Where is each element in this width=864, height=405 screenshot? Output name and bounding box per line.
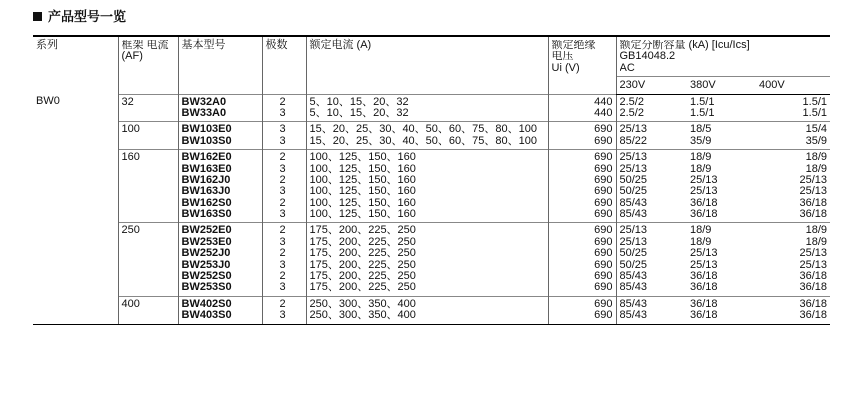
breaking-400-cell [756, 94, 830, 122]
breaking-400-value: 25/13 [799, 259, 827, 271]
insulation-voltage-cell [548, 150, 616, 223]
breaking-400-value: 36/18 [799, 209, 827, 221]
header-basic-model: 基本型号 [178, 36, 262, 94]
poles-value: 2 [279, 225, 286, 237]
model-value: BW252E0 [181, 225, 232, 237]
poles-value: 3 [279, 107, 286, 119]
breaking-380-value: 36/18 [690, 271, 718, 283]
insulation-voltage-value: 690 [594, 209, 613, 221]
series-cell [33, 223, 118, 296]
rated-current-value: 175、200、225、250 [309, 282, 416, 294]
poles-value: 2 [279, 248, 286, 260]
insulation-voltage-cell [548, 223, 616, 296]
rated-current-value: 15、20、25、30、40、50、60、75、80、100 [309, 135, 537, 147]
group-row [33, 94, 830, 122]
breaking-230-value: 50/25 [619, 248, 648, 260]
rated-current-cell [306, 122, 548, 150]
model-value: BW103E0 [181, 124, 232, 136]
section-heading [33, 9, 126, 27]
rated-current-value: 250、300、350、400 [309, 298, 416, 310]
breaking-400-value: 25/13 [799, 248, 827, 260]
rated-current-value: 100、125、150、160 [309, 186, 416, 198]
breaking-230-value: 25/13 [619, 152, 648, 164]
rated-current-cell [306, 150, 548, 223]
breaking-380-value: 36/18 [690, 209, 718, 221]
poles-cell [262, 223, 306, 296]
insulation-voltage-value: 690 [594, 225, 613, 237]
model-value: BW163J0 [181, 186, 231, 198]
breaking-380-value: 18/5 [690, 124, 712, 136]
group-row [33, 122, 830, 150]
breaking-380-value: 25/13 [690, 248, 718, 260]
poles-value: 2 [279, 152, 286, 164]
insulation-voltage-value: 440 [594, 96, 613, 108]
breaking-400-value: 18/9 [805, 225, 827, 237]
model-value: BW162J0 [181, 174, 231, 186]
insulation-voltage-value: 690 [594, 163, 613, 175]
series-cell [33, 122, 118, 150]
breaking-380-value: 18/9 [690, 236, 712, 248]
rated-current-value: 175、200、225、250 [309, 225, 416, 237]
header-voltage-380: 380V [687, 77, 756, 94]
breaking-230-value: 2.5/2 [619, 96, 644, 108]
breaking-230-value: 50/25 [619, 259, 648, 271]
header-rated-current: 额定电流 (A) [306, 36, 548, 94]
frame-current-cell [118, 150, 178, 223]
breaking-380-value: 18/9 [690, 163, 712, 175]
frame-value: 250 [121, 224, 140, 237]
model-value: BW252J0 [181, 248, 231, 260]
frame-value: 160 [121, 151, 140, 164]
insulation-voltage-value: 690 [594, 186, 613, 198]
frame-current-cell [118, 296, 178, 324]
breaking-400-value: 25/13 [799, 174, 827, 186]
poles-value: 3 [279, 186, 286, 198]
breaking-400-value: 18/9 [805, 163, 827, 175]
breaking-400-value: 36/18 [799, 271, 827, 283]
rated-current-cell [306, 223, 548, 296]
header-series: 系列 [33, 36, 118, 94]
rated-current-value: 5、10、15、20、32 [309, 107, 409, 119]
insulation-voltage-cell [548, 296, 616, 324]
header-frame-current: 框架 电流 (AF) [118, 36, 178, 94]
breaking-380-value: 18/9 [690, 152, 712, 164]
insulation-voltage-value: 690 [594, 282, 613, 294]
breaking-230-value: 85/43 [619, 197, 648, 209]
breaking-230-cell [616, 122, 687, 150]
rated-current-value: 175、200、225、250 [309, 248, 416, 260]
breaking-230-cell [616, 150, 687, 223]
model-value: BW252S0 [181, 271, 232, 283]
breaking-380-cell [687, 150, 756, 223]
poles-value: 2 [279, 298, 286, 310]
insulation-voltage-cell [548, 94, 616, 122]
breaking-230-value: 25/13 [619, 124, 648, 136]
poles-value: 2 [279, 271, 286, 283]
model-cell [178, 94, 262, 122]
heading-text: 产品型号一览 [48, 10, 127, 25]
header-breaking-capacity: 额定分断容量 (kA) [Icu/Ics] GB14048.2 AC [616, 36, 830, 77]
insulation-voltage-value: 690 [594, 152, 613, 164]
header-voltage-400: 400V [756, 77, 830, 94]
model-cell [178, 296, 262, 324]
breaking-230-value: 50/25 [619, 186, 648, 198]
insulation-voltage-cell [548, 122, 616, 150]
breaking-380-cell [687, 296, 756, 324]
rated-current-value: 175、200、225、250 [309, 271, 416, 283]
breaking-380-value: 25/13 [690, 186, 718, 198]
breaking-230-value: 85/43 [619, 310, 648, 322]
breaking-380-cell [687, 122, 756, 150]
model-cell [178, 223, 262, 296]
insulation-voltage-value: 690 [594, 271, 613, 283]
model-cell [178, 150, 262, 223]
breaking-380-value: 18/9 [690, 225, 712, 237]
group-row [33, 296, 830, 324]
header-poles: 极数 [262, 36, 306, 94]
series-name: BW0 [36, 95, 60, 108]
breaking-230-value: 25/13 [619, 225, 648, 237]
poles-value: 3 [279, 209, 286, 221]
rated-current-value: 100、125、150、160 [309, 197, 416, 209]
insulation-voltage-value: 690 [594, 248, 613, 260]
breaking-380-value: 36/18 [690, 197, 718, 209]
rated-current-value: 100、125、150、160 [309, 209, 416, 221]
model-value: BW163S0 [181, 209, 232, 221]
rated-current-value: 100、125、150、160 [309, 163, 416, 175]
poles-value: 3 [279, 236, 286, 248]
poles-value: 2 [279, 197, 286, 209]
series-cell [33, 150, 118, 223]
breaking-230-value: 85/43 [619, 271, 648, 283]
breaking-400-value: 18/9 [805, 152, 827, 164]
model-value: BW163E0 [181, 163, 232, 175]
rated-current-value: 175、200、225、250 [309, 259, 416, 271]
breaking-230-cell [616, 223, 687, 296]
breaking-230-value: 85/22 [619, 135, 648, 147]
frame-current-cell [118, 122, 178, 150]
header-insulation-voltage: 额定绝缘 电压 Ui (V) [548, 36, 616, 94]
breaking-380-value: 25/13 [690, 174, 718, 186]
breaking-400-value: 25/13 [799, 186, 827, 198]
model-value: BW162E0 [181, 152, 232, 164]
breaking-400-value: 36/18 [799, 282, 827, 294]
breaking-380-value: 36/18 [690, 282, 718, 294]
breaking-400-value: 1.5/1 [802, 107, 827, 119]
frame-value: 400 [121, 297, 140, 310]
breaking-380-cell [687, 94, 756, 122]
poles-cell [262, 94, 306, 122]
series-cell [33, 296, 118, 324]
breaking-230-value: 85/43 [619, 209, 648, 221]
breaking-400-value: 15/4 [805, 124, 827, 136]
breaking-380-value: 35/9 [690, 135, 712, 147]
insulation-voltage-value: 690 [594, 124, 613, 136]
rated-current-value: 100、125、150、160 [309, 152, 416, 164]
rated-current-value: 250、300、350、400 [309, 310, 416, 322]
model-value: BW103S0 [181, 135, 232, 147]
model-value: BW402S0 [181, 298, 232, 310]
breaking-380-value: 1.5/1 [690, 96, 715, 108]
poles-value: 3 [279, 310, 286, 322]
group-row [33, 150, 830, 223]
breaking-230-value: 85/43 [619, 282, 648, 294]
breaking-400-cell [756, 150, 830, 223]
breaking-230-value: 2.5/2 [619, 107, 644, 119]
breaking-380-value: 36/18 [690, 298, 718, 310]
model-cell [178, 122, 262, 150]
product-model-table [33, 35, 830, 325]
poles-value: 3 [279, 163, 286, 175]
rated-current-value: 175、200、225、250 [309, 236, 416, 248]
poles-value: 3 [279, 259, 286, 271]
poles-cell [262, 296, 306, 324]
poles-cell [262, 150, 306, 223]
insulation-voltage-value: 690 [594, 259, 613, 271]
breaking-230-cell [616, 94, 687, 122]
breaking-230-value: 50/25 [619, 174, 648, 186]
breaking-380-cell [687, 223, 756, 296]
frame-current-cell [118, 223, 178, 296]
breaking-230-cell [616, 296, 687, 324]
insulation-voltage-value: 690 [594, 310, 613, 322]
breaking-400-value: 35/9 [805, 135, 827, 147]
model-value: BW253S0 [181, 282, 232, 294]
model-value: BW33A0 [181, 107, 227, 119]
insulation-voltage-value: 440 [594, 107, 613, 119]
model-value: BW403S0 [181, 310, 232, 322]
breaking-380-value: 1.5/1 [690, 107, 715, 119]
frame-current-cell [118, 94, 178, 122]
rated-current-value: 5、10、15、20、32 [309, 96, 409, 108]
poles-cell [262, 122, 306, 150]
insulation-voltage-value: 690 [594, 298, 613, 310]
breaking-400-cell [756, 122, 830, 150]
breaking-400-value: 18/9 [805, 236, 827, 248]
breaking-230-value: 85/43 [619, 298, 648, 310]
model-value: BW253J0 [181, 259, 231, 271]
model-value: BW32A0 [181, 96, 227, 108]
breaking-400-value: 36/18 [799, 298, 827, 310]
frame-value: 100 [121, 123, 140, 136]
poles-value: 3 [279, 282, 286, 294]
insulation-voltage-value: 690 [594, 174, 613, 186]
model-value: BW162S0 [181, 197, 232, 209]
insulation-voltage-value: 690 [594, 135, 613, 147]
poles-value: 3 [279, 135, 286, 147]
poles-value: 2 [279, 174, 286, 186]
breaking-400-cell [756, 223, 830, 296]
rated-current-cell [306, 94, 548, 122]
breaking-230-value: 25/13 [619, 236, 648, 248]
header-voltage-230: 230V [616, 77, 687, 94]
poles-value: 2 [279, 96, 286, 108]
breaking-230-value: 25/13 [619, 163, 648, 175]
breaking-400-cell [756, 296, 830, 324]
breaking-400-value: 1.5/1 [802, 96, 827, 108]
rated-current-value: 100、125、150、160 [309, 174, 416, 186]
breaking-380-value: 36/18 [690, 310, 718, 322]
rated-current-cell [306, 296, 548, 324]
breaking-400-value: 36/18 [799, 310, 827, 322]
frame-value: 32 [121, 95, 134, 108]
square-bullet-icon [33, 12, 42, 21]
model-value: BW253E0 [181, 236, 232, 248]
breaking-380-value: 25/13 [690, 259, 718, 271]
insulation-voltage-value: 690 [594, 236, 613, 248]
rated-current-value: 15、20、25、30、40、50、60、75、80、100 [309, 124, 537, 136]
insulation-voltage-value: 690 [594, 197, 613, 209]
series-cell [33, 94, 118, 122]
breaking-400-value: 36/18 [799, 197, 827, 209]
poles-value: 3 [279, 124, 286, 136]
group-row [33, 223, 830, 296]
